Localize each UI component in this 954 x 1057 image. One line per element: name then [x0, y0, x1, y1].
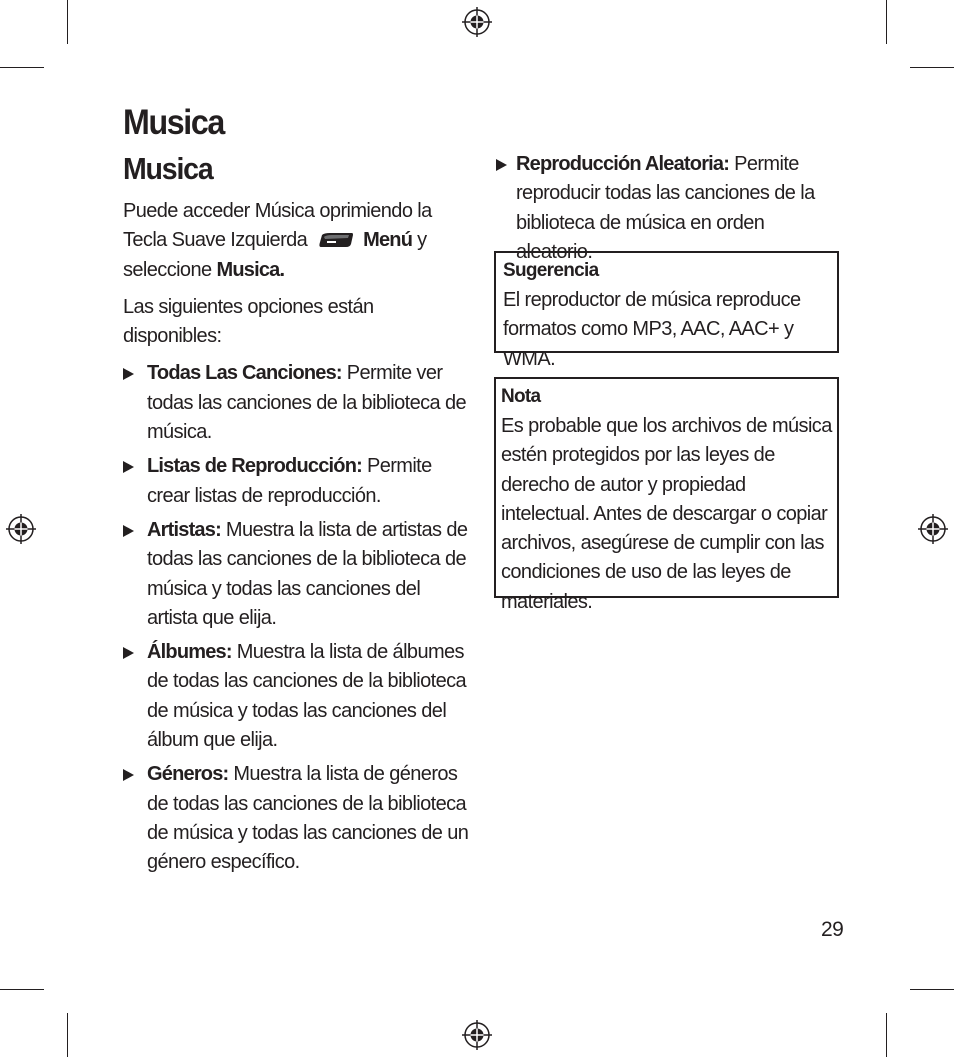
option-label: Artistas:: [147, 518, 221, 541]
intro-text: Puede acceder Música oprimiendo la Tecla Suave Izquierda: [123, 200, 432, 252]
registration-mark-icon: [917, 513, 949, 545]
list-item: [123, 359, 473, 447]
section-title: Musica: [123, 151, 213, 186]
page-title: Musica: [123, 103, 224, 142]
triangle-bullet-icon: [123, 368, 134, 380]
crop-mark-bottom-left-horizontal: [0, 989, 44, 990]
option-text: Permite crear listas de reproducción.: [147, 455, 432, 507]
shuffle-option-text: Permite reproducir todas las canciones de la biblioteca de música en orden aleatorio.: [516, 153, 815, 263]
crop-mark-bottom-right-vertical: [886, 1013, 887, 1057]
option-label: Álbumes:: [147, 641, 232, 664]
option-label: Listas de Reproducción:: [147, 455, 362, 478]
note-box: [494, 377, 839, 613]
triangle-bullet-icon: [123, 461, 134, 473]
tip-box-text: El reproductor de música reproduce formatos como MP3, AAC, AAC+ y WMA.: [503, 289, 801, 370]
option-text: Permite ver todas las canciones de la biblioteca de música.: [147, 362, 467, 444]
crop-mark-bottom-left-vertical: [67, 1013, 68, 1057]
list-item: [123, 638, 473, 755]
crop-mark-top-right-horizontal: [910, 67, 954, 68]
music-label: Musica.: [216, 258, 285, 281]
option-label: Todas Las Canciones:: [147, 362, 342, 385]
triangle-bullet-icon: [123, 647, 134, 659]
option-text: Muestra la lista de artistas de todas las canciones de la biblioteca de música y todas las canciones del artista que elija.: [147, 518, 468, 629]
triangle-bullet-icon: [496, 159, 507, 171]
option-text: Muestra la lista de álbumes de todas las canciones de la biblioteca de música y todas las canciones del álbum que elija.: [147, 641, 467, 752]
tip-box: [494, 251, 839, 370]
option-text: Muestra la lista de géneros de todas las canciones de la biblioteca de música y todas las canciones de un género específico.: [147, 763, 469, 874]
shuffle-options-list: [496, 150, 842, 267]
available-text: Las siguientes opciones están disponibles:: [123, 295, 374, 348]
menu-label: Menú: [363, 229, 413, 252]
crop-mark-top-left-vertical: [67, 0, 68, 44]
crop-mark-top-right-vertical: [886, 0, 887, 44]
crop-mark-top-left-horizontal: [0, 67, 44, 68]
note-box-text: Es probable que los archivos de música estén protegidos por las leyes de derecho de autor y propiedad intelectual. Antes de descargar o copiar archivos, asegúrese de cumplir con las condiciones de uso de las leyes de materiales.: [501, 415, 832, 613]
shuffle-option-label: Reproducción Aleatoria:: [516, 153, 730, 175]
list-item: [123, 516, 473, 633]
left-column: [123, 197, 473, 883]
registration-mark-icon: [461, 1019, 493, 1051]
crop-mark-bottom-right-horizontal: [910, 989, 954, 990]
options-list: [123, 359, 473, 877]
note-box-title: Nota: [501, 386, 541, 407]
page-number: 29: [821, 918, 844, 941]
list-item: [123, 452, 473, 511]
registration-mark-icon: [5, 513, 37, 545]
tip-box-title: Sugerencia: [503, 260, 599, 281]
list-item: [123, 760, 473, 877]
intro-text-2: y seleccione: [123, 229, 427, 281]
triangle-bullet-icon: [123, 769, 134, 781]
triangle-bullet-icon: [123, 525, 134, 537]
registration-mark-icon: [461, 6, 493, 38]
option-label: Géneros:: [147, 763, 229, 786]
left-soft-key-icon: [318, 232, 354, 248]
intro-paragraph: [123, 197, 473, 285]
list-item: [496, 150, 842, 267]
